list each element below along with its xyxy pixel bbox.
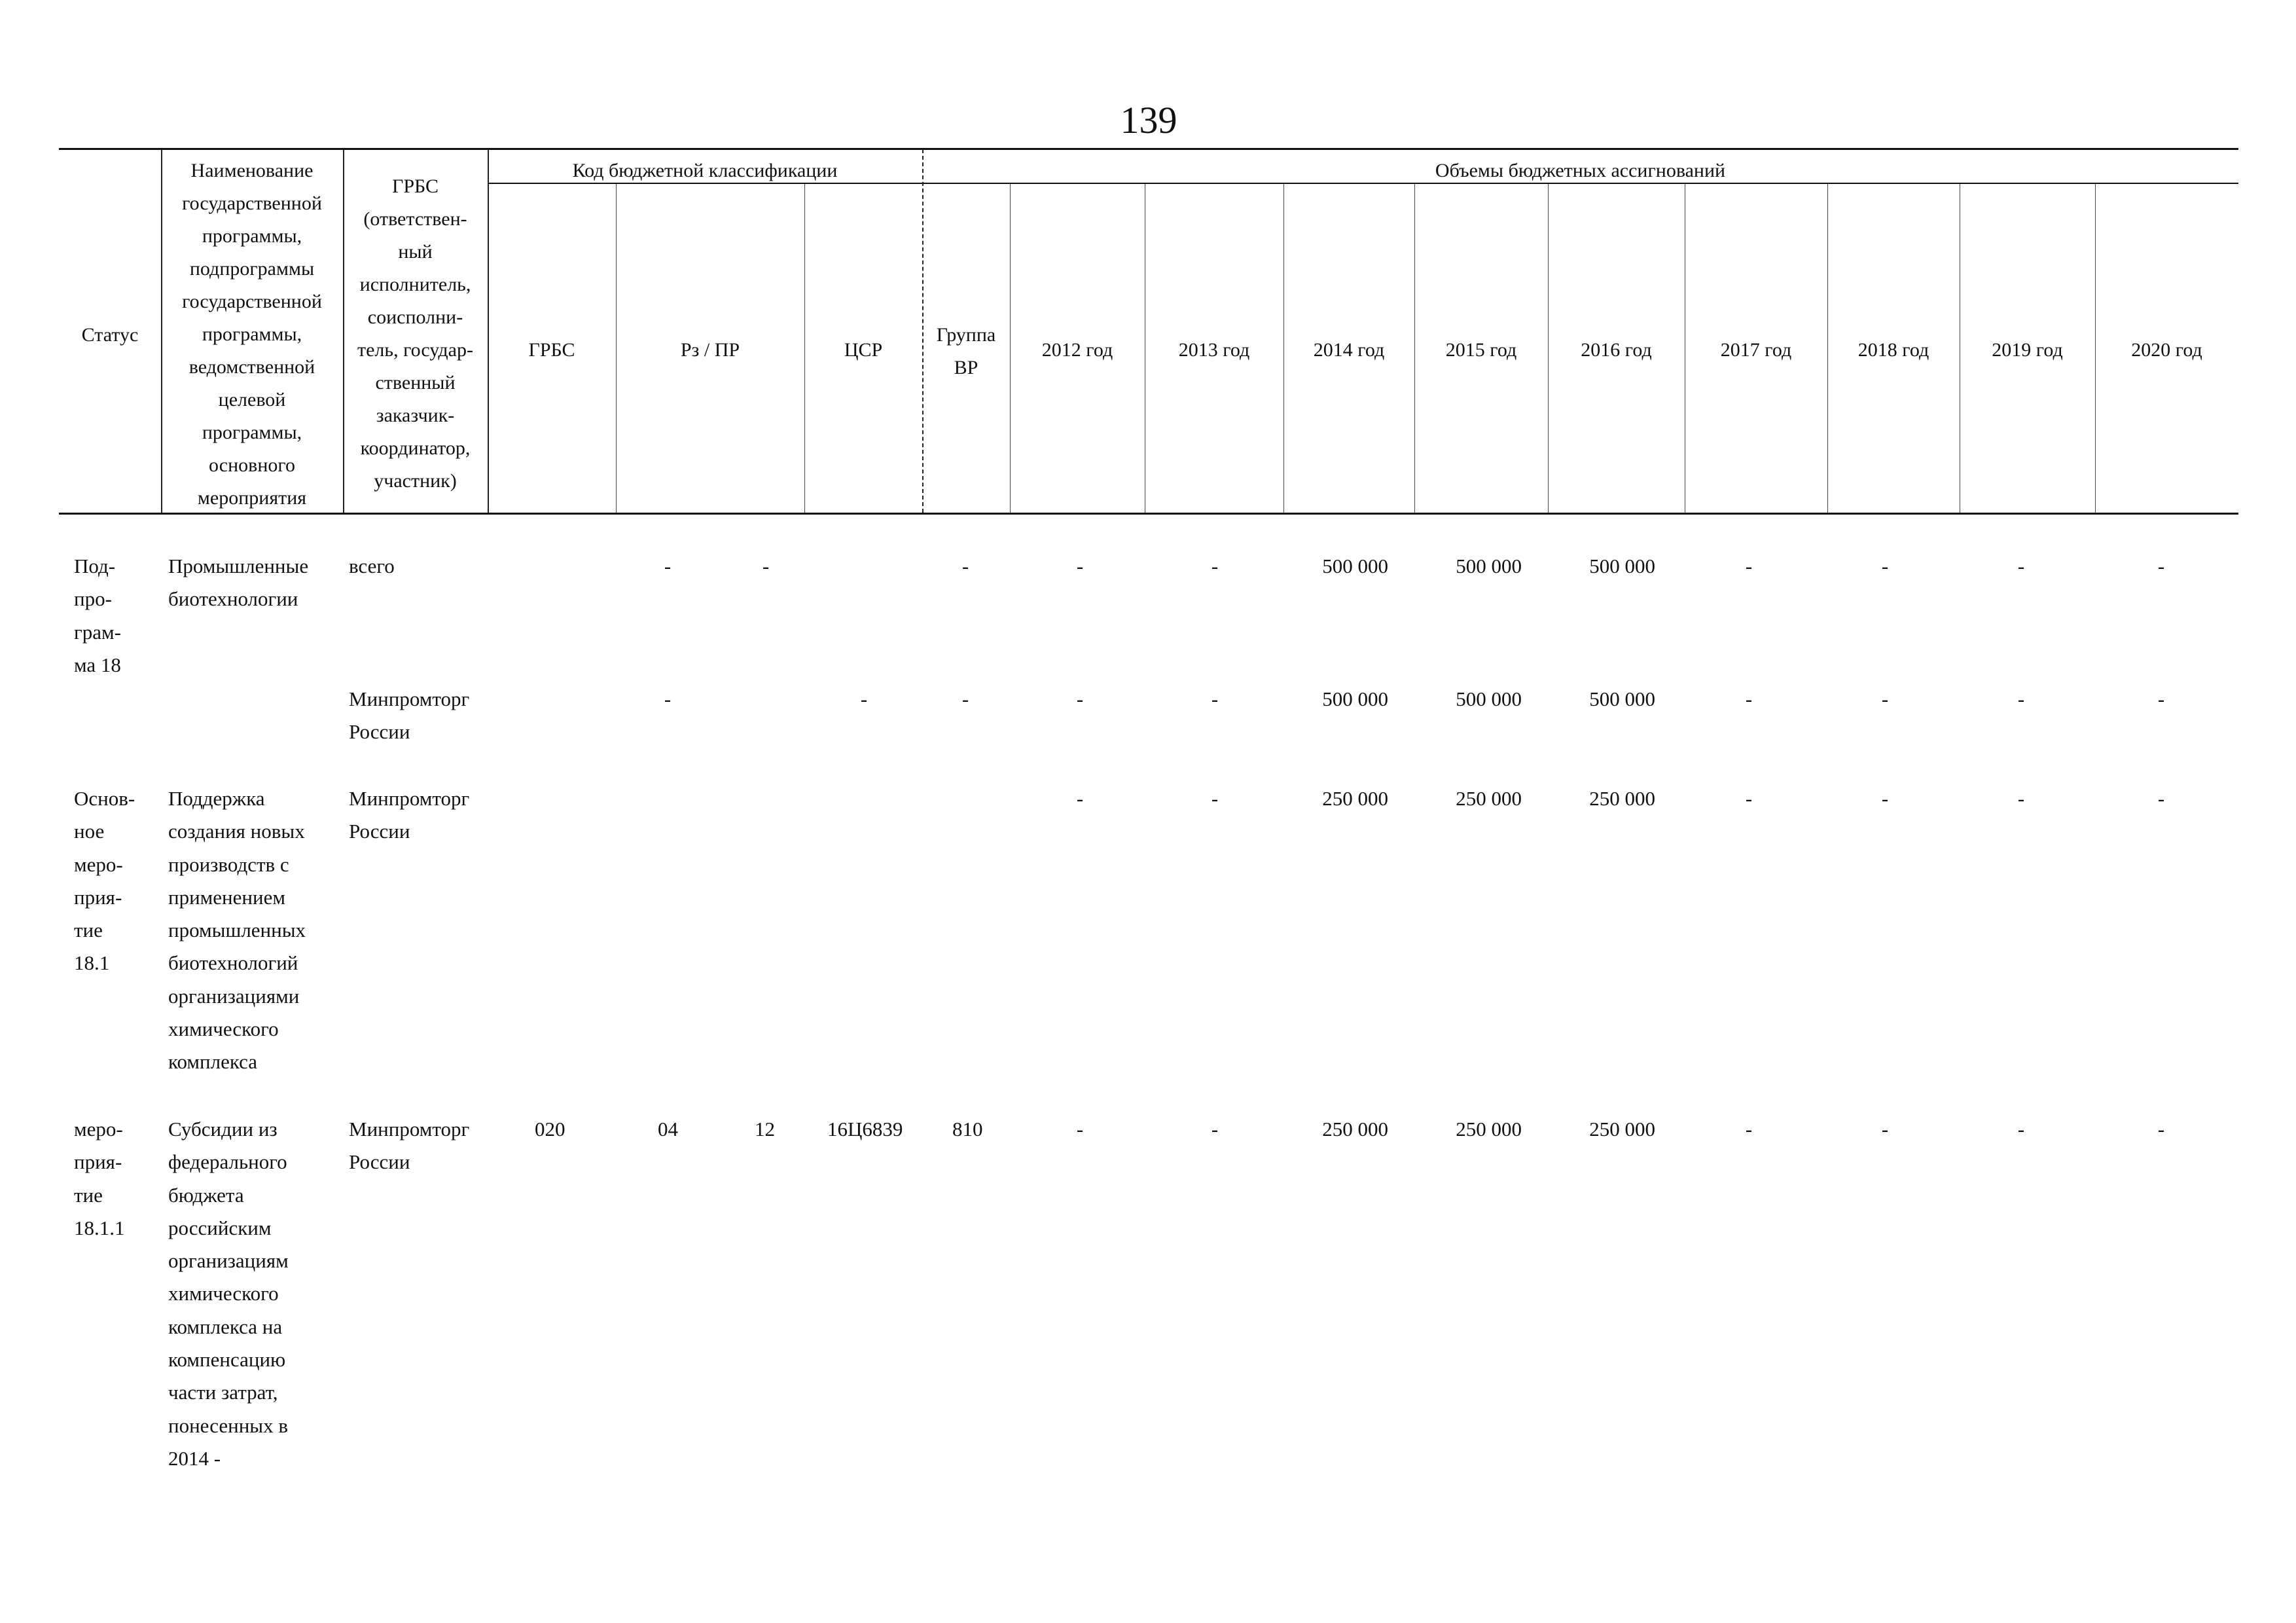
name-line: федерального: [168, 1150, 287, 1174]
name-line: промышленных: [168, 919, 306, 942]
name-line: создания новых: [168, 820, 305, 843]
name-line: компенсацию: [168, 1348, 286, 1372]
row-year-2013: -: [1211, 787, 1219, 810]
row-year-2012: -: [1076, 1118, 1084, 1140]
header-name-line: основного: [209, 454, 295, 476]
row-program-name: [168, 550, 308, 616]
executor-line: Минпромторг: [349, 687, 470, 710]
name-line: 2014 -: [168, 1446, 221, 1470]
header-name-line: ведомственной: [188, 356, 315, 378]
header-allocations-group: Объемы бюджетных ассигнований: [1435, 160, 1726, 181]
row-year-2018: -: [1881, 687, 1889, 710]
header-grbs-line: ственный: [375, 372, 456, 393]
row-pr: 12: [755, 1118, 775, 1140]
row-year-2016: 250 000: [1589, 787, 1655, 810]
row-grbs: 020: [535, 1118, 565, 1140]
header-grbs-line: ный: [398, 241, 433, 263]
row-year-2015: 500 000: [1456, 687, 1522, 710]
header-grbs-line: ГРБС: [391, 175, 439, 197]
row-year-2017: -: [1745, 787, 1753, 810]
header-grbs-line: участник): [374, 470, 457, 492]
executor-line: всего: [349, 555, 395, 577]
row-year-2020: -: [2157, 787, 2165, 810]
executor-line: России: [349, 820, 410, 843]
name-line: Промышленные: [168, 555, 309, 577]
row-year-2014: 500 000: [1322, 555, 1388, 577]
status-line: прия-: [74, 1150, 122, 1174]
row-vr: 810: [952, 1118, 983, 1140]
header-year: 2018 год: [1857, 339, 1929, 361]
name-line: организациям: [168, 1249, 289, 1273]
row-rz: 04: [658, 1118, 678, 1140]
row-year-2016: 500 000: [1589, 555, 1655, 577]
header-name: [161, 155, 343, 515]
header-vr-line: Группа: [936, 324, 996, 346]
status-line: меро-: [74, 852, 123, 876]
header-grbs-line: соисполни-: [367, 306, 463, 328]
name-line: Поддержка: [168, 787, 265, 810]
name-line: комплекса: [168, 1050, 258, 1074]
header-year: 2020 год: [2131, 339, 2202, 361]
row-status: [74, 550, 121, 682]
status-line: про-: [74, 587, 112, 611]
header-name-line: программы,: [202, 422, 302, 443]
row-program-name: [168, 782, 306, 1079]
row-year-2013: -: [1211, 1118, 1219, 1140]
row-year-2017: -: [1745, 555, 1753, 577]
name-line: биотехнологий: [168, 951, 298, 975]
header-year: 2015 год: [1445, 339, 1517, 361]
row-rz: -: [664, 555, 672, 577]
header-code-grbs: ГРБС: [528, 339, 575, 361]
row-executor: [349, 1113, 469, 1179]
header-name-line: Наименование: [190, 160, 314, 181]
row-year-2019: -: [2017, 687, 2025, 710]
name-line: части затрат,: [168, 1381, 278, 1404]
executor-line: России: [349, 1150, 410, 1174]
row-year-2015: 500 000: [1456, 555, 1522, 577]
row-vr: -: [961, 555, 969, 577]
header-name-line: государственной: [182, 192, 322, 214]
name-line: применением: [168, 885, 285, 909]
row-year-2012: -: [1076, 687, 1084, 710]
header-name-line: программы,: [202, 225, 302, 247]
row-year-2014: 500 000: [1322, 687, 1388, 710]
row-year-2017: -: [1745, 687, 1753, 710]
row-year-2019: -: [2017, 555, 2025, 577]
row-executor: [349, 550, 395, 583]
status-line: грам-: [74, 620, 121, 644]
header-grbs-line: исполнитель,: [359, 274, 471, 295]
header-name-line: подпрограммы: [189, 258, 315, 280]
row-vr: -: [961, 687, 969, 710]
page-number: 139: [1120, 99, 1177, 141]
header-budget-code-group: Код бюджетной классификации: [572, 160, 838, 181]
header-name-line: целевой: [218, 389, 286, 410]
row-status: [74, 782, 135, 980]
row-year-2016: 250 000: [1589, 1118, 1655, 1140]
status-line: 18.1.1: [74, 1216, 125, 1239]
row-year-2019: -: [2017, 1118, 2025, 1140]
name-line: бюджета: [168, 1183, 244, 1207]
status-line: меро-: [74, 1118, 123, 1140]
header-year: 2013 год: [1178, 339, 1250, 361]
header-year: 2019 год: [1992, 339, 2063, 361]
row-pr: -: [762, 555, 770, 577]
row-year-2016: 500 000: [1589, 687, 1655, 710]
name-line: комплекса на: [168, 1315, 283, 1338]
status-line: ное: [74, 820, 105, 843]
header-year: 2014 год: [1313, 339, 1385, 361]
executor-line: Минпромторг: [349, 1118, 470, 1140]
name-line: биотехнологии: [168, 587, 298, 611]
name-line: организациями: [168, 984, 300, 1008]
col-divider: [488, 149, 489, 513]
header-status: Статус: [81, 324, 139, 346]
header-grbs-line: тель, государ-: [357, 339, 473, 361]
header-year: 2017 год: [1720, 339, 1792, 361]
row-year-2014: 250 000: [1322, 1118, 1388, 1140]
row-status: [74, 1113, 125, 1245]
row-year-2019: -: [2017, 787, 2025, 810]
status-line: Под-: [74, 555, 116, 577]
name-line: российским: [168, 1216, 272, 1239]
header-name-line: мероприятия: [197, 487, 307, 509]
header-year: 2016 год: [1581, 339, 1652, 361]
row-year-2012: -: [1076, 555, 1084, 577]
row-year-2013: -: [1211, 555, 1219, 577]
row-year-2012: -: [1076, 787, 1084, 810]
header-name-line: государственной: [182, 291, 322, 312]
row-year-2018: -: [1881, 787, 1889, 810]
row-executor: [349, 683, 469, 749]
row-year-2020: -: [2157, 555, 2165, 577]
header-vr-line: ВР: [954, 357, 978, 378]
row-year-2014: 250 000: [1322, 787, 1388, 810]
row-rz: -: [664, 687, 672, 710]
row-year-2020: -: [2157, 687, 2165, 710]
row-year-2018: -: [1881, 1118, 1889, 1140]
row-year-2018: -: [1881, 555, 1889, 577]
header-code-rzpr: Рз / ПР: [680, 339, 740, 361]
row-year-2013: -: [1211, 687, 1219, 710]
executor-line: Минпромторг: [349, 787, 470, 810]
status-line: прия-: [74, 885, 122, 909]
header-bottom-rule: [59, 513, 2238, 515]
header-grbs-line: координатор,: [360, 437, 471, 459]
name-line: понесенных в: [168, 1413, 289, 1437]
name-line: производств с: [168, 852, 289, 876]
row-year-2017: -: [1745, 1118, 1753, 1140]
name-line: химического: [168, 1017, 279, 1041]
table-top-rule: [59, 148, 2238, 150]
row-program-name: [168, 1113, 289, 1475]
header-grbs-line: заказчик-: [376, 405, 455, 426]
header-year: 2012 год: [1041, 339, 1113, 361]
status-line: тие: [74, 919, 103, 942]
header-code-vr: [922, 319, 1010, 384]
row-year-2015: 250 000: [1456, 1118, 1522, 1140]
status-line: 18.1: [74, 951, 110, 975]
header-name-line: программы,: [202, 323, 302, 345]
row-year-2020: -: [2157, 1118, 2165, 1140]
row-csr: -: [860, 687, 868, 710]
header-code-csr: ЦСР: [844, 339, 883, 361]
name-line: Субсидии из: [168, 1118, 278, 1140]
status-line: ма 18: [74, 653, 121, 676]
status-line: Основ-: [74, 787, 135, 810]
header-grbs-executor: [343, 170, 488, 498]
executor-line: России: [349, 720, 410, 744]
status-line: тие: [74, 1183, 103, 1207]
name-line: химического: [168, 1282, 279, 1305]
row-executor: [349, 782, 469, 848]
row-csr: 16Ц6839: [827, 1118, 903, 1140]
row-year-2015: 250 000: [1456, 787, 1522, 810]
header-grbs-line: (ответствен-: [363, 208, 467, 230]
